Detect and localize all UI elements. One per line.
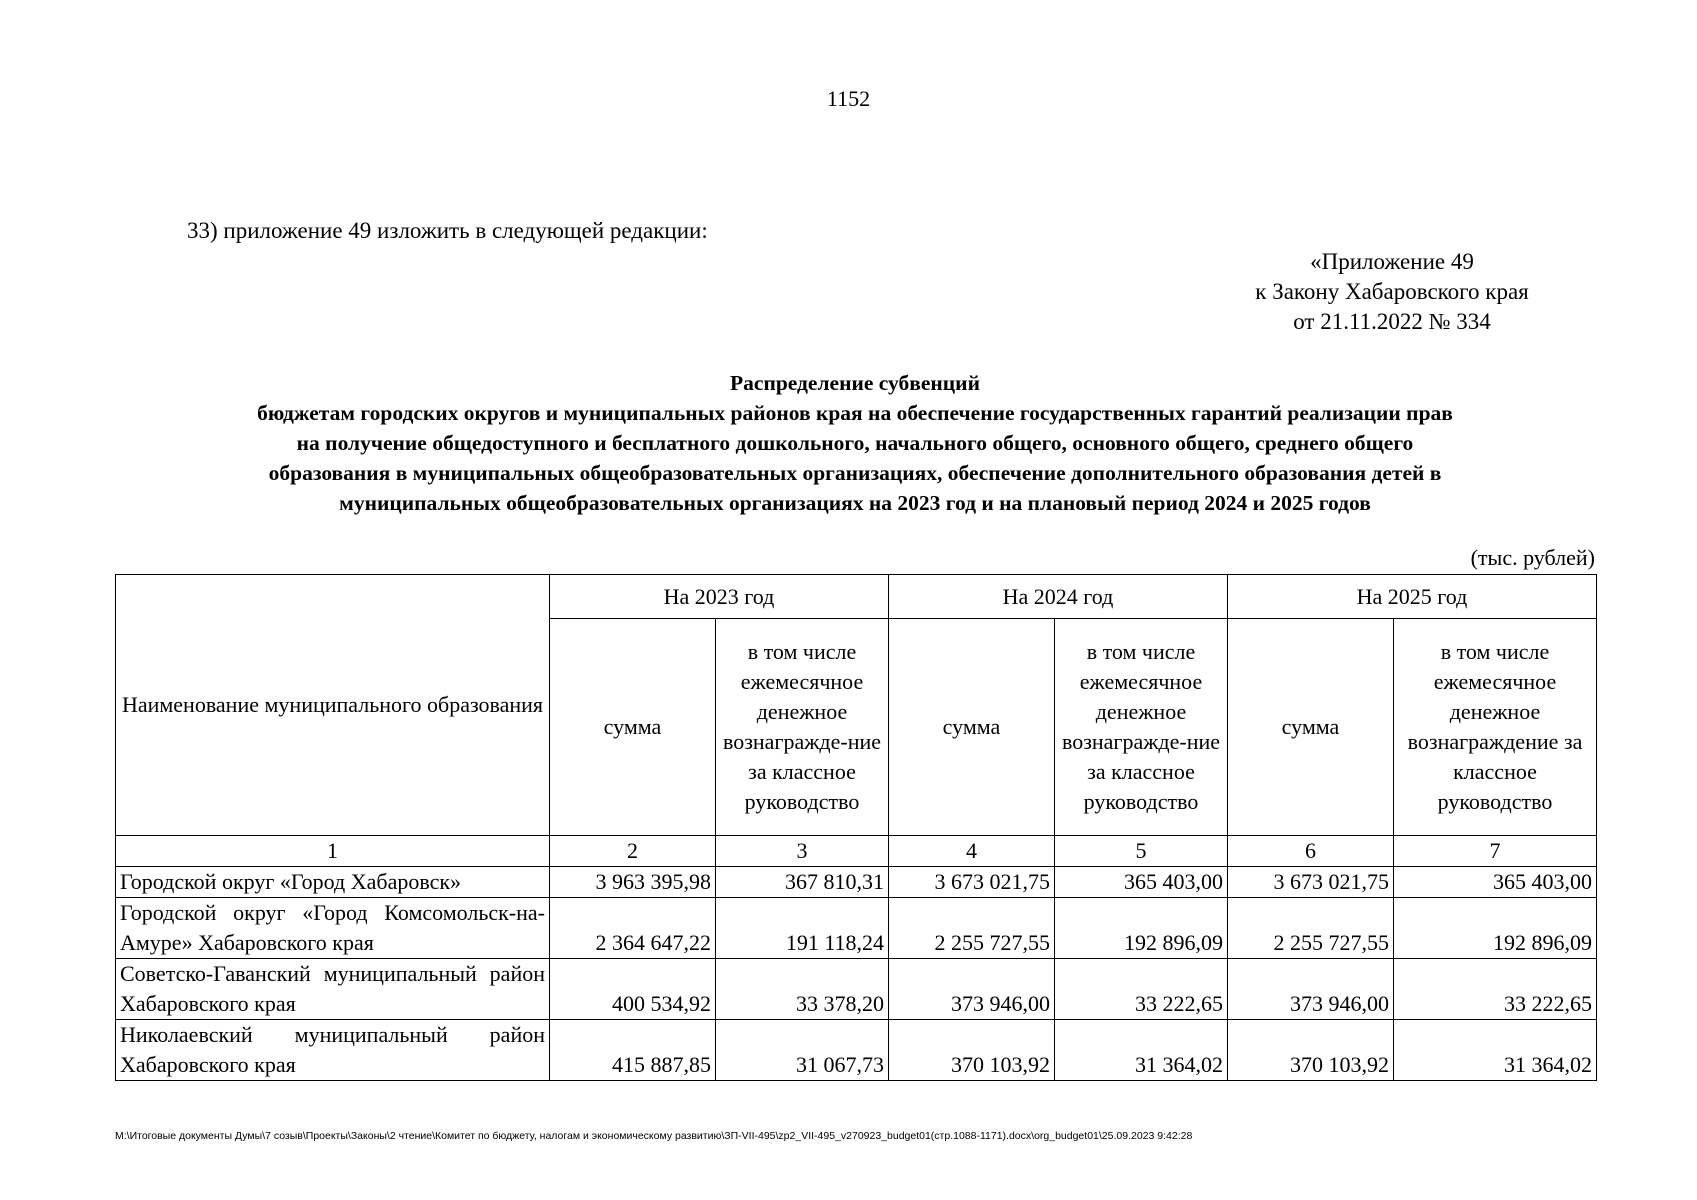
table-row [116, 959, 1597, 1020]
title-line-2: бюджетам городских округов и муниципальных районов края на обеспечение государственных гарантий реализации прав [257, 401, 1453, 425]
bonus-2024: 192 896,09 [1055, 898, 1228, 959]
annex-line-1: «Приложение 49 [1310, 249, 1474, 274]
header-sum-2024: сумма [889, 619, 1055, 836]
column-index: 7 [1394, 836, 1597, 867]
column-index: 6 [1228, 836, 1394, 867]
bonus-2025: 33 222,65 [1394, 959, 1597, 1020]
header-year-2023: На 2023 год [550, 575, 889, 619]
bonus-2025: 192 896,09 [1394, 898, 1597, 959]
sum-2024: 3 673 021,75 [889, 867, 1055, 898]
bonus-2023: 367 810,31 [716, 867, 889, 898]
header-bonus-2024: в том числе ежемесячное денежное вознагражде-ние за классное руководство [1055, 619, 1228, 836]
bonus-2024: 365 403,00 [1055, 867, 1228, 898]
sum-2023: 415 887,85 [550, 1020, 716, 1081]
sum-2025: 373 946,00 [1228, 959, 1394, 1020]
bonus-2025: 31 364,02 [1394, 1020, 1597, 1081]
municipality-name: Городской округ «Город Хабаровск» [116, 867, 550, 898]
column-index: 2 [550, 836, 716, 867]
bonus-2025: 365 403,00 [1394, 867, 1597, 898]
header-municipality-name: Наименование муниципального образования [116, 575, 550, 836]
column-index: 3 [716, 836, 889, 867]
bonus-2024: 33 222,65 [1055, 959, 1228, 1020]
header-bonus-2023: в том числе ежемесячное денежное вознагражде-ние за классное руководство [716, 619, 889, 836]
municipality-name: Советско-Гаванский муниципальный район Хабаровского края [116, 959, 550, 1020]
bonus-2023: 191 118,24 [716, 898, 889, 959]
municipality-name: Николаевский муниципальный район Хабаровского края [116, 1020, 550, 1081]
bonus-2024: 31 364,02 [1055, 1020, 1228, 1081]
bonus-2023: 31 067,73 [716, 1020, 889, 1081]
header-year-2024: На 2024 год [889, 575, 1228, 619]
header-bonus-2025: в том числе ежемесячное денежное вознаграждение за классное руководство [1394, 619, 1597, 836]
header-row-years [116, 575, 1597, 619]
title-line-5: муниципальных общеобразовательных организациях на 2023 год и на плановый период 2024 и 2025 годов [339, 491, 1371, 515]
document-title [110, 368, 1600, 518]
sum-2023: 3 963 395,98 [550, 867, 716, 898]
title-line-1: Распределение субвенций [730, 371, 980, 395]
sum-2023: 2 364 647,22 [550, 898, 716, 959]
header-year-2025: На 2025 год [1228, 575, 1597, 619]
title-line-3: на получение общедоступного и бесплатного дошкольного, начального общего, основного общего, среднего общего [296, 431, 1414, 455]
page-number: 1152 [826, 86, 871, 111]
table-row [116, 1020, 1597, 1081]
sum-2024: 370 103,92 [889, 1020, 1055, 1081]
sum-2025: 3 673 021,75 [1228, 867, 1394, 898]
column-index: 1 [116, 836, 550, 867]
table-row [116, 867, 1597, 898]
title-line-4: образования в муниципальных общеобразовательных организациях, обеспечение дополнительного образования детей в [268, 461, 1442, 485]
column-index-row [116, 836, 1597, 867]
table-row [116, 898, 1597, 959]
annex-line-2: к Закону Хабаровского края [1255, 279, 1529, 304]
sum-2025: 370 103,92 [1228, 1020, 1394, 1081]
subsidy-table [115, 574, 1597, 1081]
header-sum-2023: сумма [550, 619, 716, 836]
sum-2024: 2 255 727,55 [889, 898, 1055, 959]
sum-2023: 400 534,92 [550, 959, 716, 1020]
annex-reference [1212, 247, 1572, 337]
municipality-name: Городской округ «Город Комсомольск-на-Амуре» Хабаровского края [116, 898, 550, 959]
column-index: 5 [1055, 836, 1228, 867]
intro-text: 33) приложение 49 изложить в следующей редакции: [187, 218, 708, 243]
column-index: 4 [889, 836, 1055, 867]
bonus-2023: 33 378,20 [716, 959, 889, 1020]
footer-file-path: M:\Итоговые документы Думы\7 созыв\Проекты\Законы\2 чтение\Комитет по бюджету, налогам и экономическому развитию\ЗП-VII-495\zp2_VII-495_v270923_budget01(стр.1088-1171).docx\org_budget01\25.09.2023 9:42:28 [115, 1130, 1193, 1142]
sum-2025: 2 255 727,55 [1228, 898, 1394, 959]
annex-line-3: от 21.11.2022 № 334 [1293, 309, 1491, 334]
header-sum-2025: сумма [1228, 619, 1394, 836]
sum-2024: 373 946,00 [889, 959, 1055, 1020]
units-label: (тыс. рублей) [1470, 545, 1595, 570]
